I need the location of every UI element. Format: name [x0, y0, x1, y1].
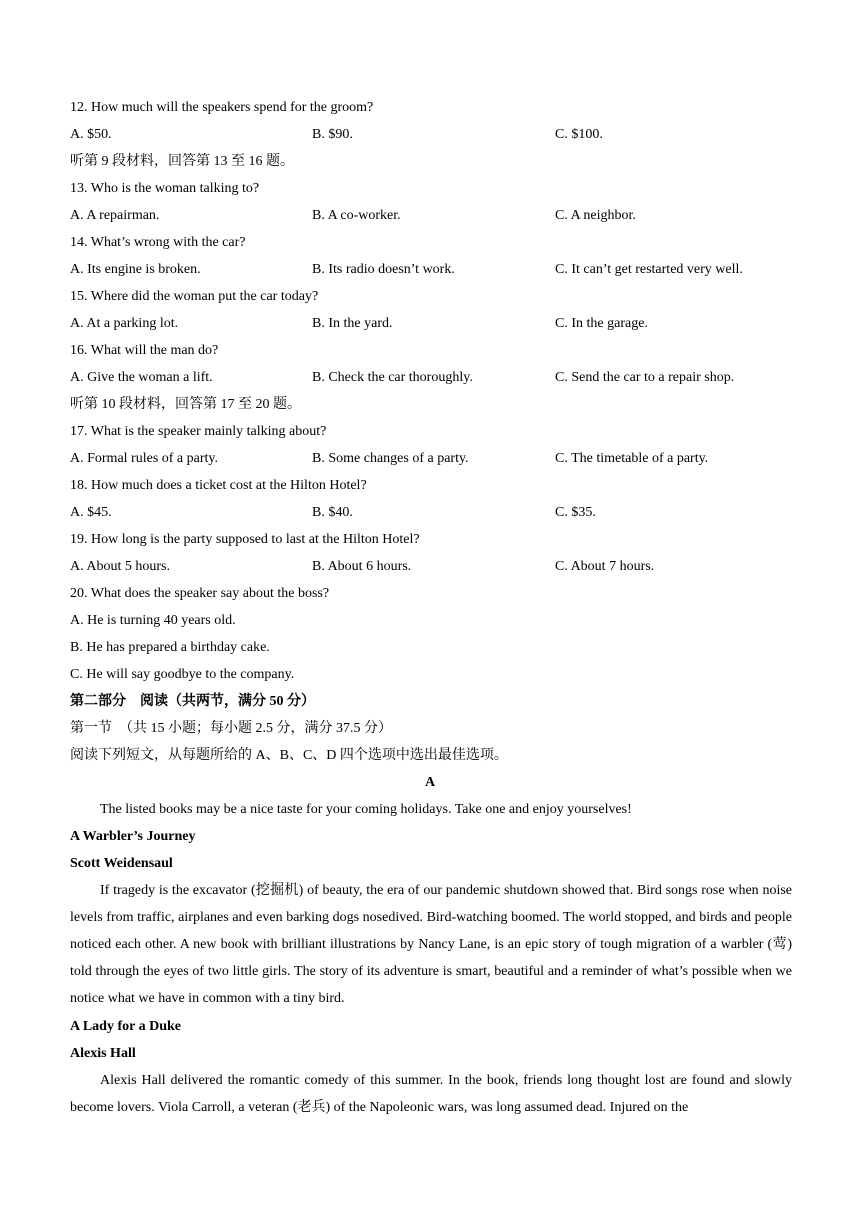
book1-description: [70, 877, 792, 1012]
question-19-option-a: A. About 5 hours.: [70, 559, 170, 574]
reading-instruction: 阅读下列短文，从每题所给的 A、B、C、D 四个选项中选出最佳选项。: [70, 748, 508, 763]
question-20-option-a: A. He is turning 40 years old.: [70, 613, 236, 628]
question-14-option-c: C. It can’t get restarted very well.: [555, 262, 743, 277]
book2-text: Alexis Hall delivered the romantic comedy of this summer. In the book, friends long thought lost are found and slowly become lovers. Viola Carroll, a veteran (老兵) of the Napoleonic wars, was long assumed dead. Injured on the: [70, 1073, 792, 1115]
question-12-stem: 12. How much will the speakers spend for the groom?: [70, 100, 374, 115]
question-17-stem: 17. What is the speaker mainly talking about?: [70, 424, 327, 439]
question-19-option-b: B. About 6 hours.: [312, 559, 412, 574]
passage-intro: The listed books may be a nice taste for your coming holidays. Take one and enjoy yourselves!: [100, 802, 632, 817]
question-20-stem: 20. What does the speaker say about the boss?: [70, 586, 330, 601]
question-16-option-c: C. Send the car to a repair shop.: [555, 370, 735, 385]
section1-heading: 第一节 （共 15 小题；每小题 2.5 分，满分 37.5 分）: [70, 721, 392, 736]
question-16-option-a: A. Give the woman a lift.: [70, 370, 213, 385]
question-13-stem: 13. Who is the woman talking to?: [70, 181, 260, 196]
book1-title: A Warbler’s Journey: [70, 829, 196, 844]
question-12-option-a: A. $50.: [70, 127, 112, 142]
question-14-option-a: A. Its engine is broken.: [70, 262, 201, 277]
question-19-stem: 19. How long is the party supposed to last at the Hilton Hotel?: [70, 532, 420, 547]
book1-text: If tragedy is the excavator (挖掘机) of beauty, the era of our pandemic shutdown showed that. Bird songs rose when noise levels from traffic, airplanes and even barking dogs nosedived. Bird-watching boomed. The world stopped, and birds and people noticed each other. A new book with brilliant illustrations by Nancy Lane, is an epic story of tough migration of a warbler (莺) told through the eyes of two little girls. The story of its adventure is smart, beautiful and a reminder of what’s possible when we notice what we have in common with a tiny bird.: [70, 883, 792, 1006]
question-16-stem: 16. What will the man do?: [70, 343, 219, 358]
question-20-option-c: C. He will say goodbye to the company.: [70, 667, 295, 682]
question-18-option-b: B. $40.: [312, 505, 353, 520]
question-15-option-c: C. In the garage.: [555, 316, 648, 331]
question-19-option-c: C. About 7 hours.: [555, 559, 655, 574]
book2-title: A Lady for a Duke: [70, 1019, 181, 1034]
section-note-9: 听第 9 段材料，回答第 13 至 16 题。: [70, 154, 294, 169]
book2-description: [70, 1067, 792, 1121]
question-16-option-b: B. Check the car thoroughly.: [312, 370, 473, 385]
question-15-option-b: B. In the yard.: [312, 316, 393, 331]
book1-author: Scott Weidensaul: [70, 856, 173, 871]
question-13-option-c: C. A neighbor.: [555, 208, 636, 223]
question-18-option-c: C. $35.: [555, 505, 596, 520]
question-14-stem: 14. What’s wrong with the car?: [70, 235, 246, 250]
question-17-option-a: A. Formal rules of a party.: [70, 451, 218, 466]
question-13-option-b: B. A co-worker.: [312, 208, 401, 223]
question-18-option-a: A. $45.: [70, 505, 112, 520]
part2-heading: 第二部分 阅读（共两节，满分 50 分）: [70, 694, 315, 709]
question-14-option-b: B. Its radio doesn’t work.: [312, 262, 455, 277]
passage-label: A: [424, 775, 436, 790]
book2-author: Alexis Hall: [70, 1046, 136, 1061]
question-12-option-c: C. $100.: [555, 127, 603, 142]
question-13-option-a: A. A repairman.: [70, 208, 160, 223]
question-15-stem: 15. Where did the woman put the car today?: [70, 289, 319, 304]
question-12-option-b: B. $90.: [312, 127, 353, 142]
question-15-option-a: A. At a parking lot.: [70, 316, 179, 331]
question-20-option-b: B. He has prepared a birthday cake.: [70, 640, 270, 655]
section-note-10: 听第 10 段材料，回答第 17 至 20 题。: [70, 397, 301, 412]
question-17-option-b: B. Some changes of a party.: [312, 451, 469, 466]
question-17-option-c: C. The timetable of a party.: [555, 451, 709, 466]
question-18-stem: 18. How much does a ticket cost at the Hilton Hotel?: [70, 478, 367, 493]
